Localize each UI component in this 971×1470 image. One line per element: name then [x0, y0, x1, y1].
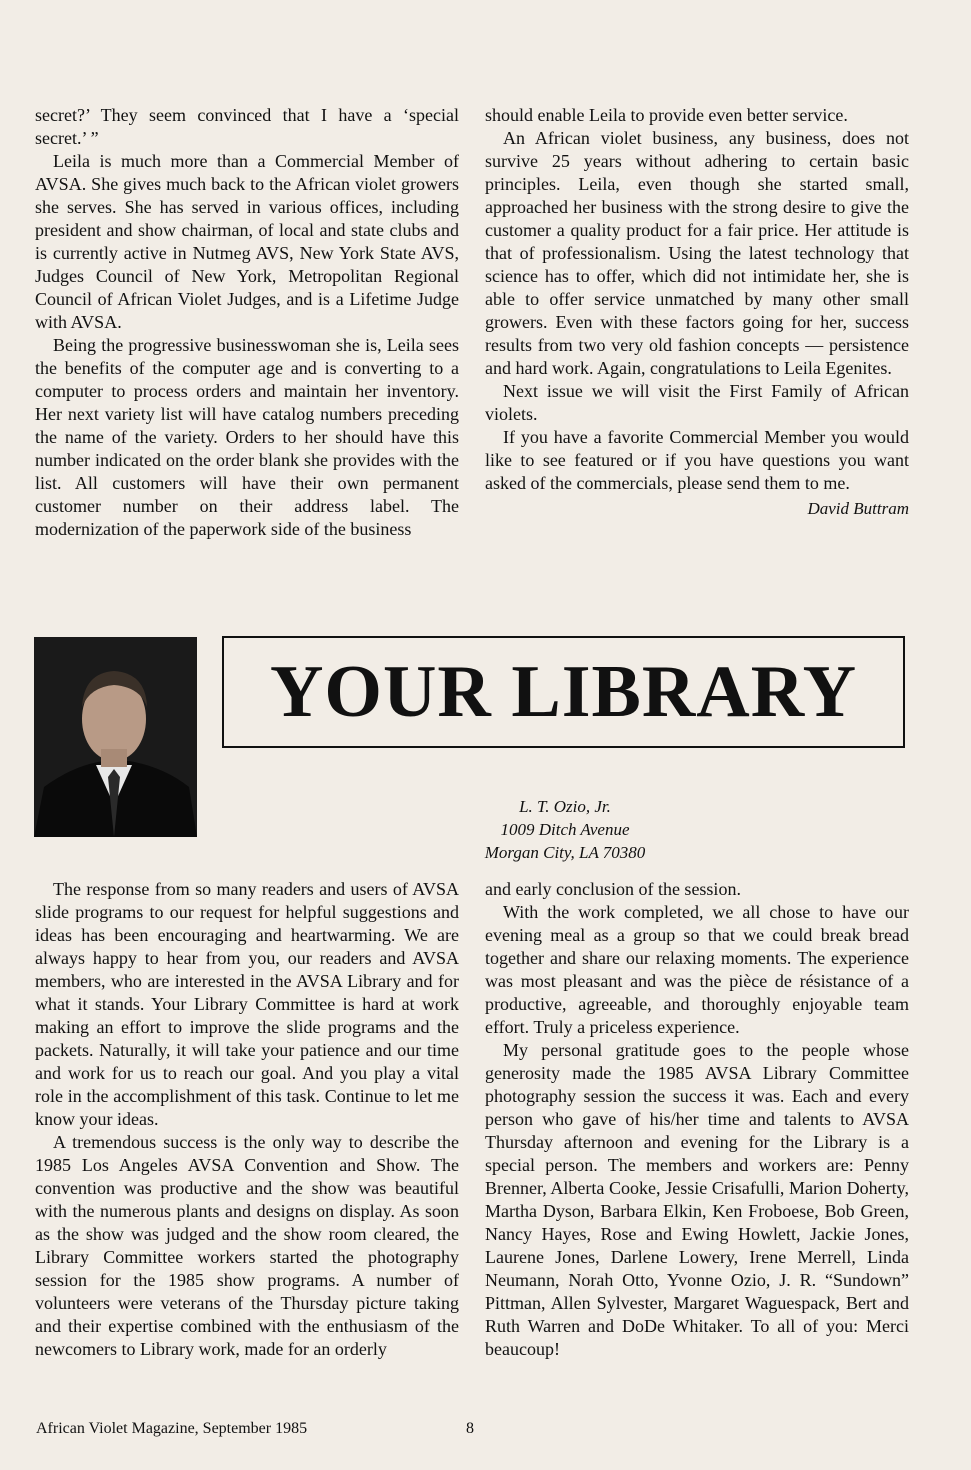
paragraph: Leila is much more than a Commercial Member of AVSA. She gives much back to the African violet growers she serves. She has served in various offices, including president and show chairman, of local and state clubs and is currently active in Nutmeg AVS, New York State AVS, Judges Council of New York, Metropolitan Regional Council of African Violet Judges, and is a Lifetime Judge with AVSA. — [35, 151, 459, 332]
author-street: 1009 Ditch Avenue — [500, 820, 630, 839]
paragraph: should enable Leila to provide even better service. — [485, 105, 848, 125]
top-right-column — [485, 104, 909, 520]
author-address-block — [470, 795, 660, 864]
section-title: YOUR LIBRARY — [269, 650, 858, 733]
page-number: 8 — [466, 1420, 474, 1437]
paragraph: and early conclusion of the session. — [485, 879, 741, 899]
portrait-illustration — [34, 637, 197, 837]
footer-publication: African Violet Magazine, September 1985 — [36, 1420, 308, 1437]
author-name: L. T. Ozio, Jr. — [519, 797, 611, 816]
bottom-left-column — [35, 878, 459, 1361]
paragraph: Being the progressive businesswoman she is, Leila sees the benefits of the computer age and is converting to a computer to process orders and maintain her inventory. Her next variety list will have catalog numbers preceding the name of the variety. Orders to her should have this number indicated on the order blank she provides with the list. All customers will have their own permanent customer number on their address label. The modernization of the paperwork side of the business — [35, 335, 459, 539]
author-portrait-photo — [34, 637, 197, 837]
paragraph: An African violet business, any business, does not survive 25 years without adhering to certain basic principles. Leila, even though she started small, approached her business with the strong desire to give the customer a quality product for a fair price. Her attitude is that of professionalism. Using the latest technology that science has to offer, which did not intimidate her, she is able to offer service unmatched by many other small growers. Even with these factors going for her, success results from two very old fashion concepts — persistence and hard work. Again, congratulations to Leila Egenites. — [485, 128, 909, 378]
section-banner — [222, 636, 905, 748]
paragraph: My personal gratitude goes to the people whose generosity made the 1985 AVSA Library Committee photography session the success it was. Each and every person who gave of his/her time and talents to AVSA Thursday afternoon and evening for the Library is a special person. The members and workers are: Penny Brenner, Alberta Cooke, Jessie Crisafulli, Marion Doherty, Martha Dyson, Barbara Elkin, Ken Froboese, Bob Green, Nancy Hayes, Rose and Ewing Howlett, Jackie Jones, Laurene Jones, Darlene Lowery, Irene Merrell, Linda Neumann, Norah Otto, Yvonne Ozio, J. R. “Sundown” Pittman, Allen Sylvester, Margaret Waguespack, Bert and Ruth Warren and DoDe Whitaker. To all of you: Merci beaucoup! — [485, 1040, 909, 1359]
author-city: Morgan City, LA 70380 — [484, 843, 646, 862]
paragraph: Next issue we will visit the First Family of African violets. — [485, 381, 909, 424]
bottom-right-column — [485, 878, 909, 1361]
paragraph: The response from so many readers and users of AVSA slide programs to our request for helpful suggestions and ideas has been encouraging and heartwarming. We are always happy to hear from you, our readers and AVSA members, who are interested in the AVSA Library and for what it stands. Your Library Committee is hard at work making an effort to improve the slide programs and the packets. Naturally, it will take your patience and our time and work for us to reach our goal. And you play a vital role in the accomplishment of this task. Continue to let me know your ideas. — [35, 879, 459, 1129]
paragraph: A tremendous success is the only way to describe the 1985 Los Angeles AVSA Convention and Show. The convention was productive and the show was beautiful with the numerous plants and designs on display. As soon as the show was judged and the show room cleared, the Library Committee workers started the photography session for the 1985 show programs. A number of volunteers were veterans of the Thursday picture taking and their expertise combined with the enthusiasm of the newcomers to Library work, made for an orderly — [35, 1132, 459, 1359]
paragraph: With the work completed, we all chose to have our evening meal as a group so that we could break bread together and share our relaxing moments. The experience was most pleasant and was the pièce de résistance of a productive, agreeable, and thoroughly enjoyable team effort. Truly a priceless experience. — [485, 902, 909, 1037]
paragraph: secret?’ They seem convinced that I have a ‘special secret.’ ” — [35, 105, 459, 148]
top-left-column — [35, 104, 459, 541]
signoff: David Buttram — [807, 499, 909, 518]
paragraph: If you have a favorite Commercial Member you would like to see featured or if you have questions you want asked of the commercials, please send them to me. — [485, 427, 909, 493]
